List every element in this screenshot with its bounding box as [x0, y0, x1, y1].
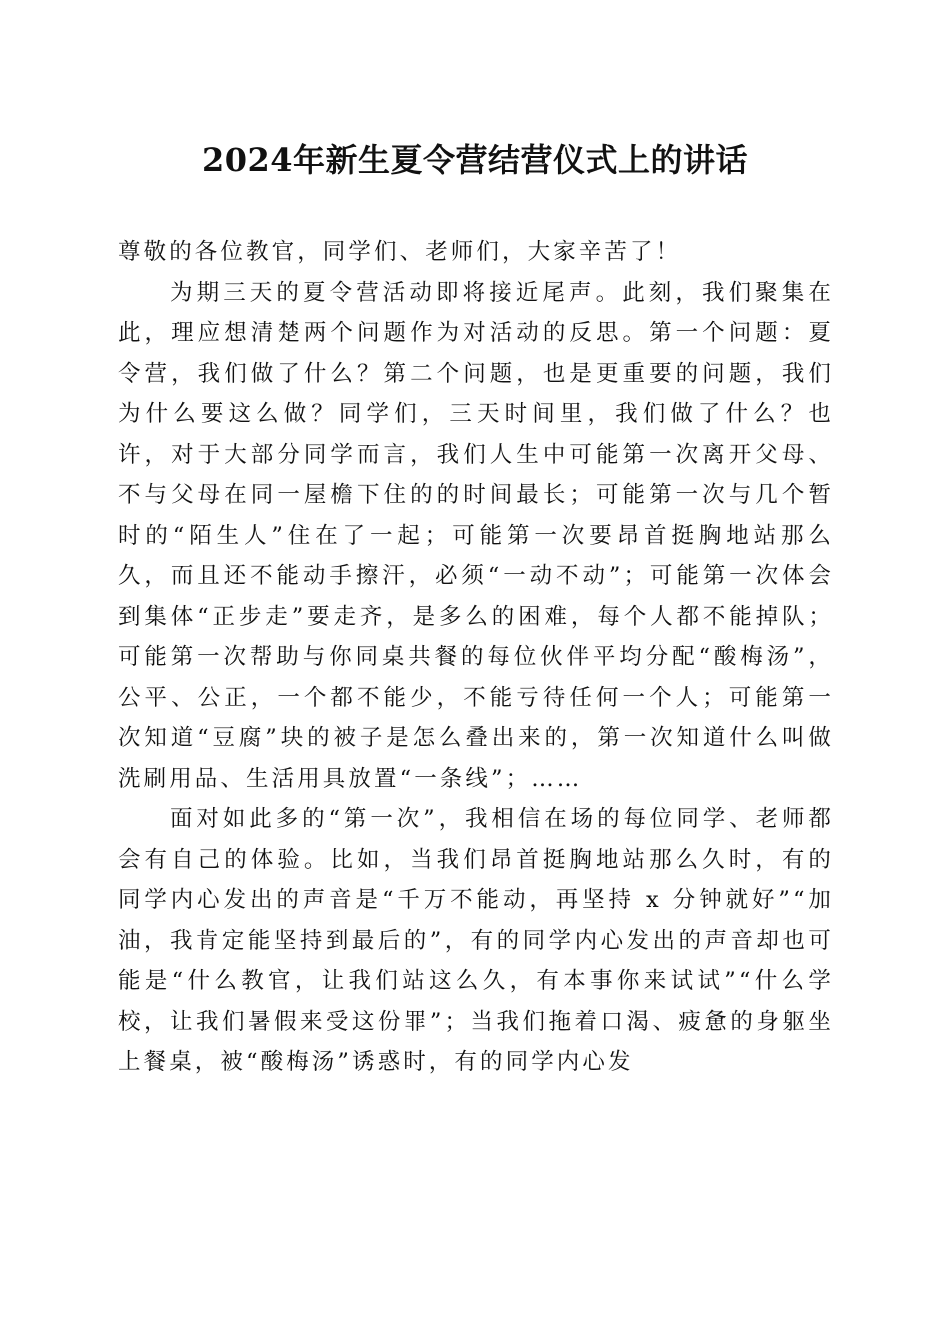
document-title: 2024年新生夏令营结营仪式上的讲话: [201, 141, 749, 179]
paragraph-2: 面对如此多的“第一次”，我相信在场的每位同学、老师都会有自己的体验。比如，当我们昂首挺胸地站那么久时，有的同学内心发出的声音是“千万不能动，再坚持 x 分钟就好”“加油，我肯定能坚持到最后的”，有的同学内心发出的声音却也可能是“什么教官，让我们站这么久，有本事你来试试”“什么学校，让我们暑假来受这份罪”；当我们拖着口渴、疲惫的身躯坐上餐桌，被“酸梅汤”诱惑时，有的同学内心发: [118, 806, 834, 1075]
document-body: [118, 232, 834, 1083]
paragraph-1: 为期三天的夏令营活动即将接近尾声。此刻，我们聚集在此，理应想清楚两个问题作为对活动的反思。第一个问题：夏令营，我们做了什么？第二个问题，也是更重要的问题，我们为什么要这么做？同学们，三天时间里，我们做了什么？也许，对于大部分同学而言，我们人生中可能第一次离开父母、不与父母在同一屋檐下住的的时间最长；可能第一次与几个暂时的“陌生人”住在了一起；可能第一次要昂首挺胸地站那么久，而且还不能动手擦汗，必须“一动不动”；可能第一次体会到集体“正步走”要走齐，是多么的困难，每个人都不能掉队；可能第一次帮助与你同桌共餐的每位伙伴平均分配“酸梅汤”，公平、公正，一个都不能少，不能亏待任何一个人；可能第一次知道“豆腐”块的被子是怎么叠出来的，第一次知道什么叫做洗刷用品、生活用具放置“一条线”；……: [118, 279, 834, 792]
salutation: 尊敬的各位教官，同学们、老师们，大家辛苦了！: [118, 239, 682, 265]
